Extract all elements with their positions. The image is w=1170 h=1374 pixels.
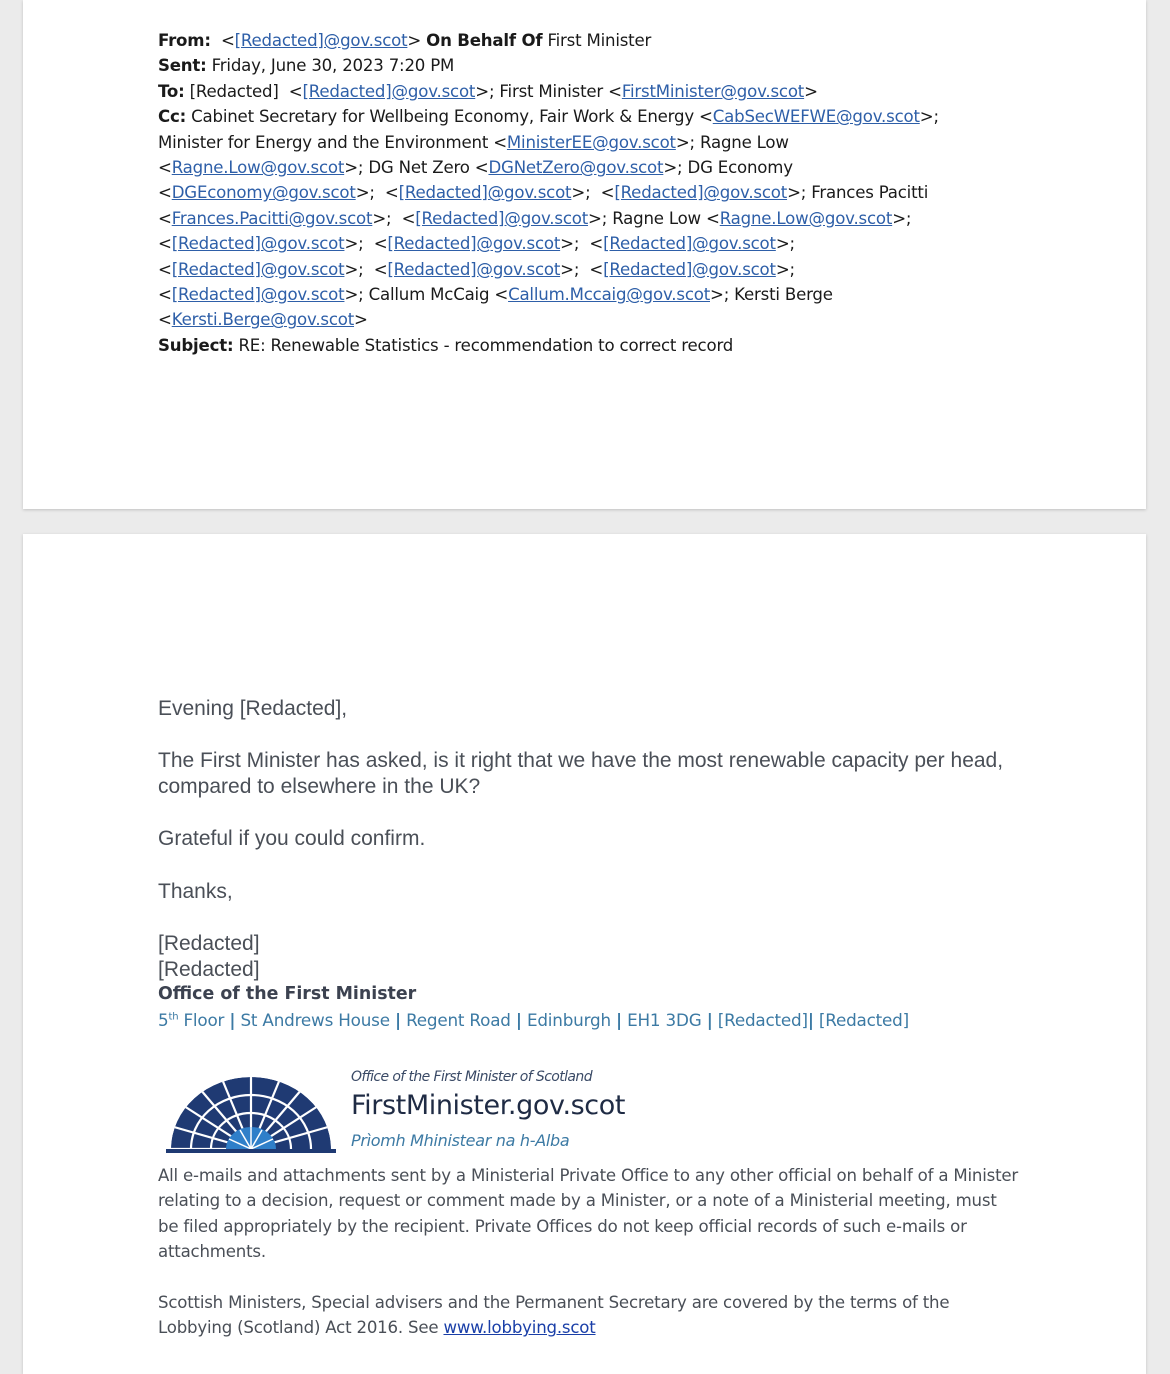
cc-line-7: <[Redacted]@gov.scot>; <[Redacted]@gov.scot>; <[Redacted]@gov.scot>;: [158, 259, 795, 279]
cc-redacted-link[interactable]: [Redacted]@gov.scot: [603, 259, 776, 279]
subject-value: RE: Renewable Statistics - recommendation to correct record: [238, 335, 734, 355]
building: St Andrews House: [240, 1010, 390, 1030]
office-address: [158, 1010, 909, 1030]
logo-gaelic-text: Prìomh Mhinistear na h-Alba: [351, 1131, 570, 1150]
cc-name: Frances Pacitti: [811, 183, 929, 203]
lobbying-text: Scottish Ministers, Special advisers and the Permanent Secretary are covered by the terms of the Lobbying (Scotland) Act 2016. See: [158, 1293, 950, 1338]
on-behalf-label: On Behalf Of: [426, 31, 543, 50]
cc-name: Minister for Energy and the Environment: [158, 132, 489, 152]
separator: |: [229, 1010, 236, 1030]
cc-name: Ragne Low: [700, 132, 789, 152]
separator: |: [616, 1010, 622, 1030]
on-behalf-name: First Minister: [547, 31, 652, 50]
cc-name: Kersti Berge: [734, 285, 833, 305]
cc-line-3: <Ragne.Low@gov.scot>; DG Net Zero <DGNetZero@gov.scot>; DG Economy: [158, 158, 793, 178]
road: Regent Road: [406, 1010, 511, 1030]
separator: |: [807, 1010, 814, 1030]
postcode: EH1 3DG: [627, 1010, 702, 1030]
city: Edinburgh: [526, 1010, 611, 1030]
cc-redacted-link[interactable]: [Redacted]@gov.scot: [387, 259, 561, 279]
greeting: Evening [Redacted],: [158, 697, 348, 720]
cc-line-4: <DGEconomy@gov.scot>; <[Redacted]@gov.scot>; <[Redacted]@gov.scot>; Frances Pacitti: [158, 183, 929, 203]
cc-email-link[interactable]: DGEconomy@gov.scot: [171, 183, 356, 203]
cc-line-2: Minister for Energy and the Environment <MinisterEE@gov.scot>; Ragne Low: [158, 132, 789, 152]
cc-redacted-link[interactable]: [Redacted]@gov.scot: [171, 285, 345, 305]
floor-suffix: th: [168, 1011, 179, 1023]
cc-redacted-link[interactable]: [Redacted]@gov.scot: [614, 183, 788, 203]
cc-line-5: <Frances.Pacitti@gov.scot>; <[Redacted]@gov.scot>; Ragne Low <Ragne.Low@gov.scot>;: [158, 208, 912, 228]
from-email-link[interactable]: [Redacted]@gov.scot: [234, 31, 408, 50]
email-header: [158, 28, 1018, 358]
sign-off: Thanks,: [158, 880, 233, 903]
cc-name: DG Net Zero: [368, 158, 470, 178]
message-paragraph: Grateful if you could confirm.: [158, 827, 426, 850]
separator: |: [394, 1010, 401, 1030]
lobbying-disclaimer: [158, 1290, 1018, 1341]
cc-email-link[interactable]: Ragne.Low@gov.scot: [719, 208, 893, 228]
cc-email-link[interactable]: CabSecWEFWE@gov.scot: [712, 107, 920, 127]
separator: |: [515, 1010, 522, 1030]
separator: |: [706, 1010, 713, 1030]
cc-email-link[interactable]: DGNetZero@gov.scot: [488, 158, 664, 178]
sent-line: [158, 53, 1018, 78]
cc-line-6: <[Redacted]@gov.scot>; <[Redacted]@gov.scot>; <[Redacted]@gov.scot>;: [158, 234, 795, 254]
cc-line-1: Cc: Cabinet Secretary for Wellbeing Economy, Fair Work & Energy <CabSecWEFWE@gov.scot>;: [158, 107, 939, 127]
cc-email-link[interactable]: MinisterEE@gov.scot: [506, 132, 676, 152]
cc-email-link[interactable]: Callum.Mccaig@gov.scot: [508, 285, 710, 305]
cc-redacted-link[interactable]: [Redacted]@gov.scot: [603, 234, 776, 254]
to-line: To: [Redacted] <[Redacted]@gov.scot>; First Minister <FirstMinister@gov.scot>: [158, 81, 818, 101]
cc-email-link[interactable]: Ragne.Low@gov.scot: [171, 158, 345, 178]
cc-line-8: <[Redacted]@gov.scot>; Callum McCaig <Callum.Mccaig@gov.scot>; Kersti Berge: [158, 285, 833, 305]
subject-line: [158, 333, 1018, 358]
from-label: From:: [158, 31, 211, 50]
floor-number: 5: [158, 1010, 169, 1030]
cc-redacted-link[interactable]: [Redacted]@gov.scot: [171, 234, 345, 254]
to-email-link-2[interactable]: FirstMinister@gov.scot: [621, 81, 805, 101]
cc-line-9: <Kersti.Berge@gov.scot>: [158, 310, 368, 330]
cc-name: Cabinet Secretary for Wellbeing Economy, Fair Work & Energy: [191, 107, 694, 127]
email-page-1: [23, 0, 1146, 509]
cc-name: Ragne Low: [612, 208, 701, 228]
sent-value: Friday, June 30, 2023 7:20 PM: [211, 56, 455, 76]
logo-office-text: Office of the First Minister of Scotland: [351, 1069, 592, 1085]
to-name-2: First Minister: [499, 81, 604, 101]
sender-title: [Redacted]: [158, 958, 260, 981]
email-page-2: [23, 534, 1146, 1374]
sender-name: [Redacted]: [158, 932, 260, 955]
redacted-contact: [Redacted]: [818, 1010, 909, 1030]
office-name: Office of the First Minister: [158, 984, 417, 1004]
records-disclaimer: All e-mails and attachments sent by a Ministerial Private Office to any other official on behalf of a Minister relating to a decision, request or comment made by a Minister, or a note of a Ministerial meeting, must be filed appropriately by the recipient. Private Offices do not keep official records of such e-mails or attachments.: [158, 1166, 1019, 1262]
cc-redacted-link[interactable]: [Redacted]@gov.scot: [398, 183, 572, 203]
sent-label: Sent:: [158, 56, 207, 76]
cc-redacted-link[interactable]: [Redacted]@gov.scot: [387, 234, 561, 254]
floor-word: Floor: [178, 1010, 225, 1030]
lobbying-link[interactable]: www.lobbying.scot: [443, 1318, 596, 1338]
cc-redacted-link[interactable]: [Redacted]@gov.scot: [415, 208, 589, 228]
to-email-link[interactable]: [Redacted]@gov.scot: [302, 81, 476, 101]
to-name: [Redacted]: [189, 81, 279, 101]
from-line: From: <[Redacted]@gov.scot> On Behalf Of First Minister: [158, 31, 652, 50]
logo-site-text: FirstMinister.gov.scot: [351, 1090, 626, 1121]
cc-name: DG Economy: [687, 158, 793, 178]
first-minister-logo-icon: [166, 1069, 336, 1154]
cc-email-link[interactable]: Kersti.Berge@gov.scot: [171, 310, 355, 330]
redacted-phone: [Redacted]: [717, 1010, 808, 1030]
cc-redacted-link[interactable]: [Redacted]@gov.scot: [171, 259, 345, 279]
message-paragraph: The First Minister has asked, is it right that we have the most renewable capacity per head, compared to elsewhere in the UK?: [158, 749, 1004, 798]
cc-label: Cc:: [158, 107, 187, 127]
cc-email-link[interactable]: Frances.Pacitti@gov.scot: [171, 208, 373, 228]
cc-name: Callum McCaig: [368, 285, 490, 305]
subject-label: Subject:: [158, 335, 234, 355]
to-label: To:: [158, 81, 185, 101]
